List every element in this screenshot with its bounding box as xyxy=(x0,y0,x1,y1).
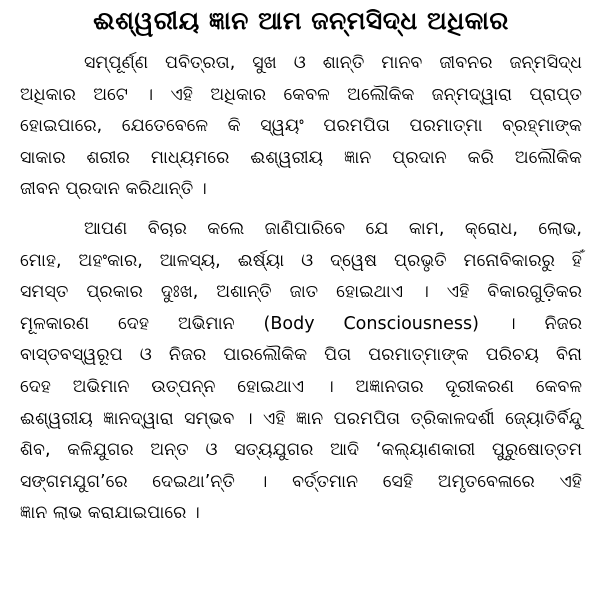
paragraph-line: ସାକାର ଶରୀର ମାଧ୍ୟମରେ ଈଶ୍ୱରୀୟ ଜ୍ଞାନ ପ୍ରଦାନ କରି ଅଲୌକିକ xyxy=(20,147,582,168)
paragraph-line: ଆପଣ ବିଚାର କଲେ ଜାଣିପାରିବେ ଯେ କାମ, କ୍ରୋଧ, ଲୋଭ, xyxy=(84,218,582,239)
paragraph-2 xyxy=(20,214,582,530)
paragraph-line: ହୋଇପାରେ, ଯେତେବେଳେ କି ସ୍ୱୟଂ ପରମପିତା ପରମାତ୍ମା ବ୍ରହ୍ମାଙ୍କ xyxy=(20,116,582,137)
paragraph-line: ସଙ୍ଗମଯୁଗ’ରେ ଦେଇଥା’ନ୍ତି । ବର୍ତ୍ତମାନ ସେହି ଅମୃତବେଳାରେ ଏହି xyxy=(20,471,582,492)
paragraph-line: ସମସ୍ତ ପ୍ରକାର ଦୁଃଖ, ଅଶାନ୍ତି ଜାତ ହୋଇଥାଏ । ଏହି ବିକାରଗୁଡ଼ିକର xyxy=(20,282,582,303)
paragraph-line: ଜ୍ଞାନ ଲାଭ କରାଯାଇପାରେ । xyxy=(20,503,200,524)
paragraph-line: ଜୀବନ ପ୍ରଦାନ କରିଥାନ୍ତି । xyxy=(20,179,207,200)
paragraph-line: ସମ୍ପୂର୍ଣ୍ଣ ପବିତ୍ରତା, ସୁଖ ଓ ଶାନ୍ତି ମାନବ ଜୀବନର ଜନ୍ମସିଦ୍ଧ xyxy=(84,53,582,73)
paragraph-line: ଦେହ ଅଭିମାନ ଉତ୍ପନ୍ନ ହୋଇଥାଏ । ଅଜ୍ଞାନତାର ଦୂରୀକରଣ କେବଳ xyxy=(20,376,582,397)
paragraph-line: ଅଧିକାର ଅଟେ । ଏହି ଅଧିକାର କେବଳ ଅଲୌକିକ ଜନ୍ମଦ୍ୱାରା ପ୍ରାପ୍ତ xyxy=(20,84,582,105)
paragraph-1 xyxy=(20,48,582,206)
paragraph-line: ମୂଳକାରଣ ଦେହ ଅଭିମାନ (Body Consciousness) । ନିଜର xyxy=(20,313,582,334)
paragraph-line: ଈଶ୍ୱରୀୟ ଜ୍ଞାନଦ୍ୱାରା ସମ୍ଭବ । ଏହି ଜ୍ଞାନ ପରମପିତା ତ୍ରିକାଳଦର୍ଶୀ ଜ୍ୟୋତିର୍ବିନ୍ଦୁ xyxy=(20,408,582,429)
paragraph-line: ବାସ୍ତବସ୍ୱରୂପ ଓ ନିଜର ପାରଲୌକିକ ପିତା ପରମାତ୍ମାଙ୍କ ପରିଚୟ ବିନା xyxy=(20,345,582,366)
paragraph-line: ଶିବ, କଳିଯୁଗର ଅନ୍ତ ଓ ସତ୍ୟଯୁଗର ଆଦି ‘କଲ୍ୟାଣକାରୀ ପୁରୁଷୋତ୍ତମ xyxy=(20,440,582,461)
paragraph-line: ମୋହ, ଅହଂକାର, ଆଳସ୍ୟ, ଈର୍ଷ୍ୟା ଓ ଦ୍ୱେଷ ପ୍ରଭୃତି ମନୋବିକାରରୁ ହିଁ xyxy=(20,250,582,271)
document-title: ଈଶ୍ୱରୀୟ ଜ୍ଞାନ ଆମ ଜନ୍ମସିଦ୍ଧ ଅଧିକାର xyxy=(93,6,509,35)
